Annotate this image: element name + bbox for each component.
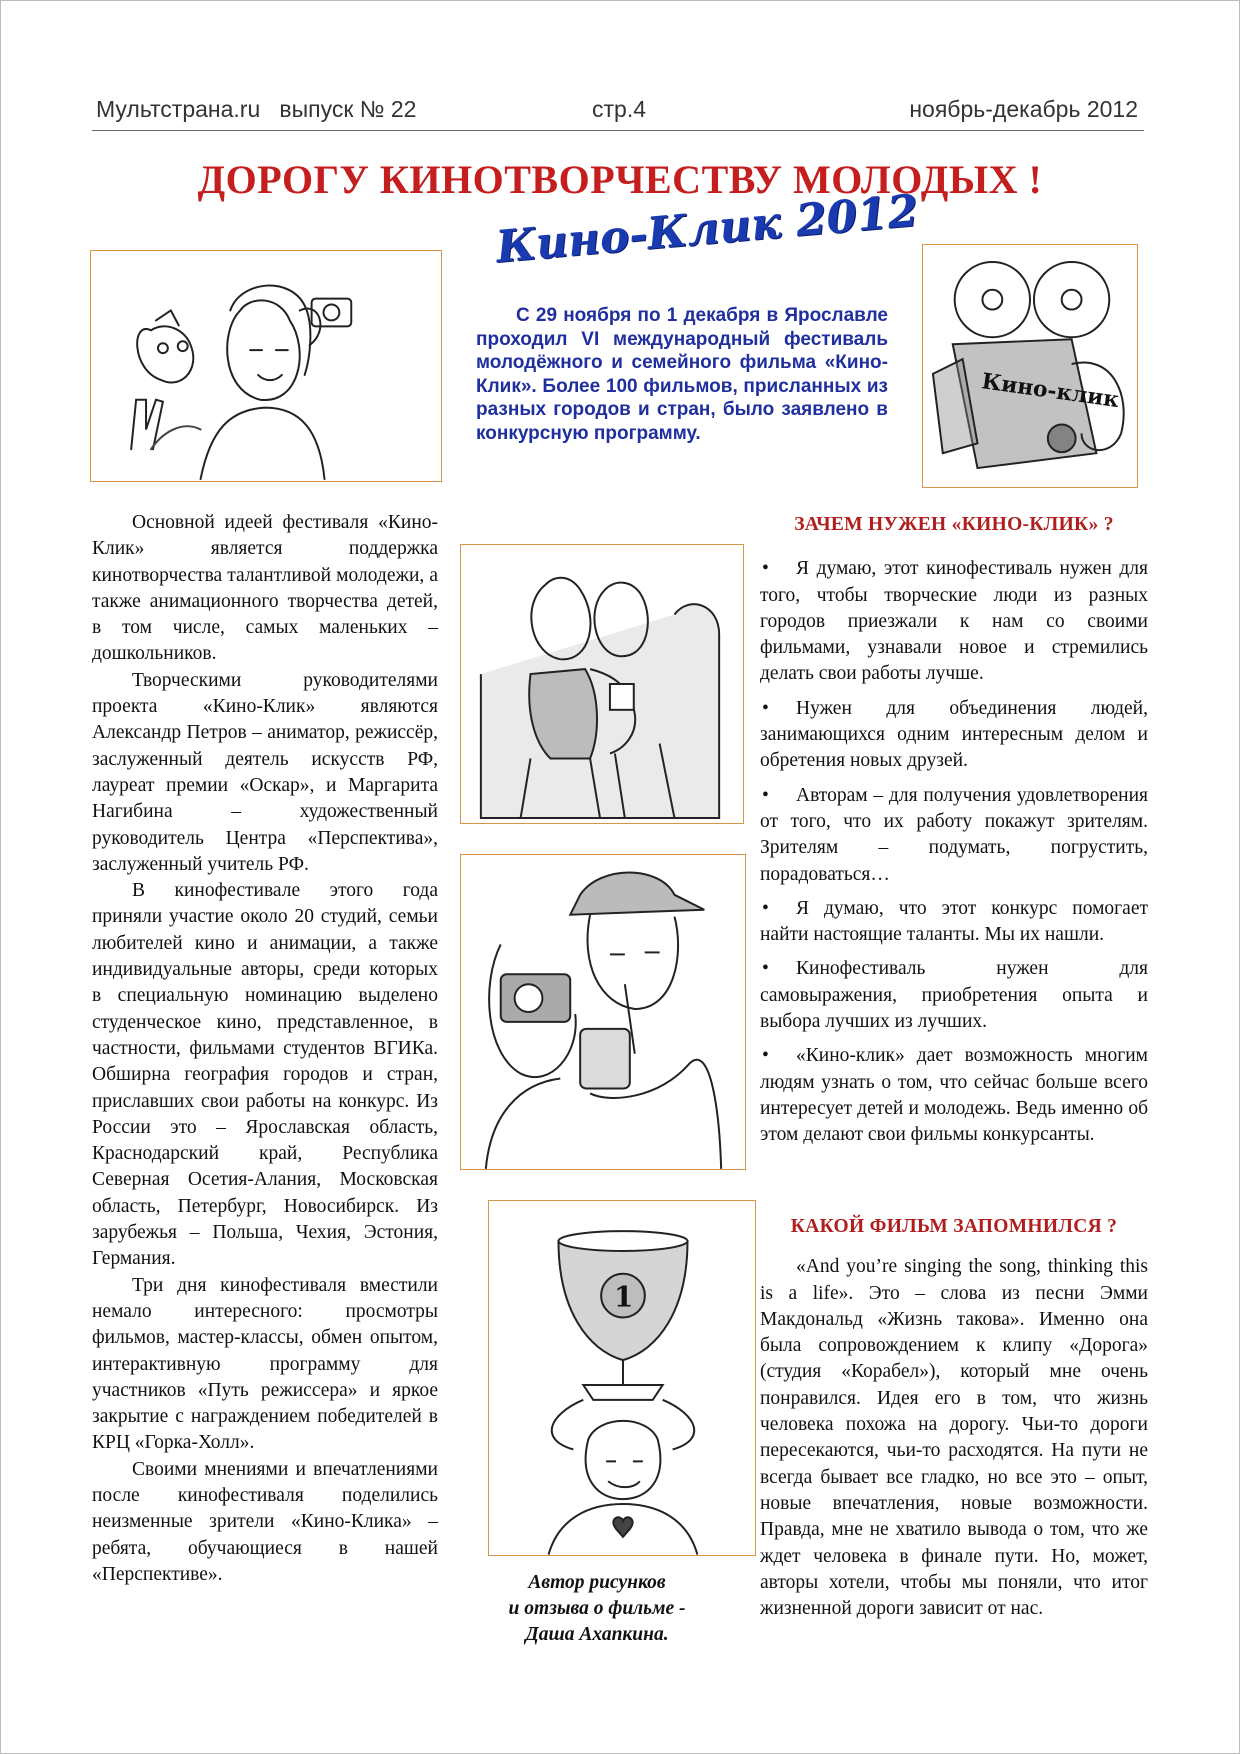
caption-line: и отзыва о фильме - — [508, 1598, 686, 1619]
caption-line: Даша Ахапкина. — [525, 1624, 669, 1645]
illustration-caption — [482, 1570, 712, 1648]
section-heading: КАКОЙ ФИЛЬМ ЗАПОМНИЛСЯ ? — [790, 1216, 1118, 1237]
list-item: • «Кино-клик» дает возможность многим людям узнать о том, что сейчас больше всего интересует детей и молодежь. Ведь именно об этом делают свои фильмы конкурсанты. — [760, 1043, 1148, 1148]
section-memorable-film — [760, 1214, 1148, 1622]
review-text: «And you’re singing the song, thinking this is a life». Это – слова из песни Эмми Макдональд «Жизнь такова». Именно она была сопровождением к клипу «Дорога» (студия «Корабел»), который мне очень понравился. Идея его в том, что жизнь человека похожа на дорогу. Чьи-то дороги пересекаются, чьи-то расходятся. На пути не всегда бывает все гладко, но все это – опыт, новые впечатления, новые возможности. Правда, мне не хватило вывода о том, что же ждет человека в финале пути. Но, может, авторы хотели, чтобы мы поняли, что итог жизненной дороги зависит от нас. — [760, 1256, 1148, 1620]
trophy-number: 1 — [614, 1280, 634, 1314]
article-paragraph: Своими мнениями и впечатлениями после кинофестиваля поделились неизменные зрители «Кино-Клика» – ребята, обучающиеся в нашей «Перспективе». — [92, 1458, 438, 1585]
illustration-trophy — [488, 1200, 756, 1556]
list-item: • Я думаю, этот кинофестиваль нужен для того, чтобы творческие люди из разных городов приезжали к нам со своими фильмами, узнавали новое и стремились делать свои работы лучше. — [760, 556, 1148, 687]
camera-label: Кино-клик — [980, 369, 1121, 414]
intro-paragraph: С 29 ноября по 1 декабря в Ярославле проходил VI международный фестиваль молодёжного и семейного фильма «Кино-Клик». Более 100 фильмов, присланных из разных городов и стран, было заявлено в конкурсную программу. — [476, 305, 888, 444]
illustration-kids-on-sofa — [460, 544, 744, 824]
festival-logo: Кино-Клик 2012 — [493, 185, 921, 274]
list-item: • Я думаю, что этот конкурс помогает найти настоящие таланты. Мы их нашли. — [760, 896, 1148, 949]
article-paragraph: В кинофестивале этого года приняли участие около 20 студий, семьи любителей кино и анимации, а также индивидуальные авторы, среди которых в специальную номинацию выделено студенческое кино, представленное, в частности, фильмами студентов ВГИКа. Обширна география городов и стран, приславших свои работы на конкурс. Из России это – Ярославская область, Краснодарский край, Республика Северная Осетия-Алания, Московская область, Петербург, Новосибирск. Из зарубежья – Польша, Чехия, Эстония, Германия. — [92, 880, 438, 1270]
article-paragraph: Три дня кинофестиваля вместили немало интересного: просмотры фильмов, мастер-классы, обмен опытом, интерактивную программу для участников «Путь режиссера» и яркое закрытие с награждением победителей в КРЦ «Горка-Холл». — [92, 1274, 438, 1454]
left-column-article — [92, 510, 438, 1588]
article-paragraph: Творческими руководителями проекта «Кино-Клик» являются Александр Петров – аниматор, режиссёр, заслуженный деятель искусств РФ, лауреат премии «Оскар», и Маргарита Нагибина – художественный руководитель Центра «Перспектива», заслуженный учитель РФ. — [92, 669, 438, 875]
list-item: • Нужен для объединения людей, занимающихся одним интересным делом и обретения новых друзей. — [760, 696, 1148, 775]
section-why-festival — [760, 512, 1148, 1157]
header-page-number: стр.4 — [592, 96, 647, 122]
caption-line: Автор рисунков — [528, 1572, 666, 1593]
illustration-hat-and-camera — [460, 854, 746, 1170]
header-publication: Мультстрана.ru выпуск № 22 — [96, 96, 417, 122]
illustration-camera-logo — [922, 244, 1138, 488]
page-header — [92, 96, 1144, 131]
section-heading: ЗАЧЕМ НУЖЕН «КИНО-КЛИК» ? — [794, 514, 1114, 535]
illustration-girl-with-camera — [90, 250, 442, 482]
header-date: ноябрь-декабрь 2012 — [909, 96, 1138, 122]
opinions-list — [760, 556, 1148, 1148]
page-title: ДОРОГУ КИНОТВОРЧЕСТВУ МОЛОДЫХ ! — [197, 157, 1043, 202]
article-paragraph: Основной идеей фестиваля «Кино-Клик» является поддержка кинотворчества талантливой молодежи, а также анимационного творчества детей, в том числе, самых маленьких – дошкольников. — [92, 512, 438, 665]
list-item: • Авторам – для получения удовлетворения от того, что их работу покажут зрителям. Зрителям – подумать, погрустить, порадоваться… — [760, 783, 1148, 888]
list-item: • Кинофестиваль нужен для самовыражения, приобретения опыта и выбора лучших из лучших. — [760, 956, 1148, 1035]
